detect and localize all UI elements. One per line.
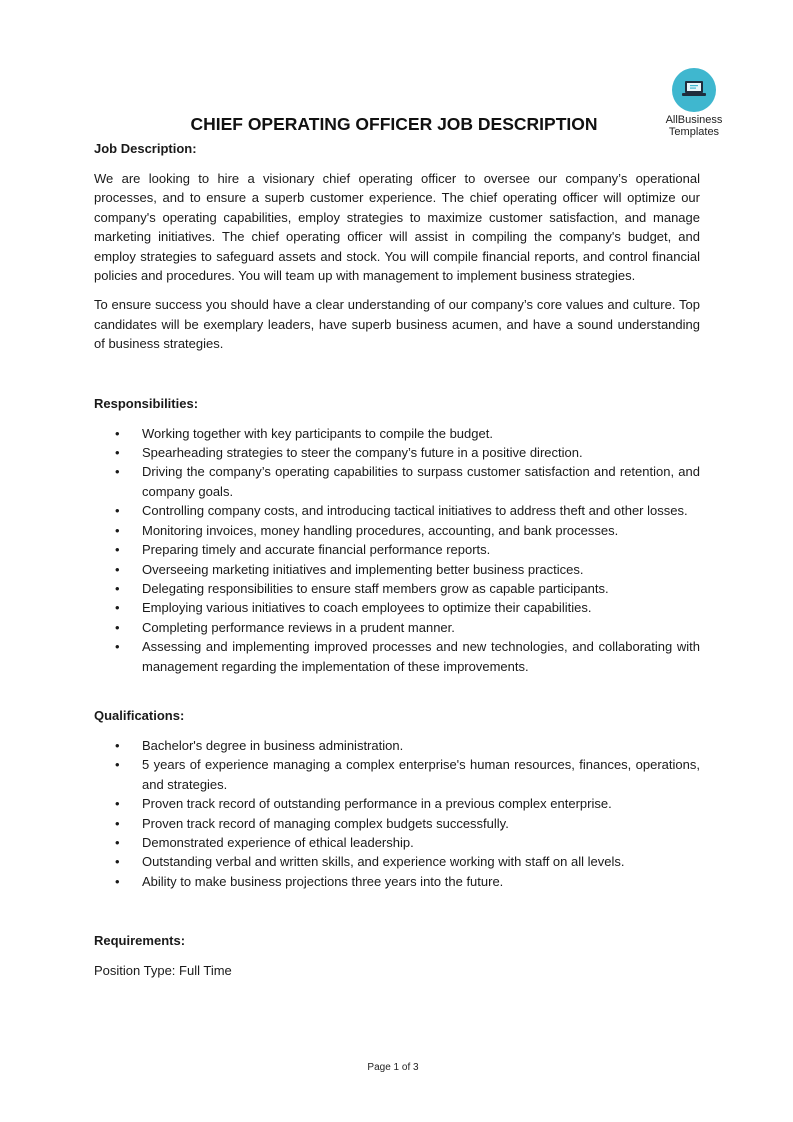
list-item bbox=[94, 736, 700, 755]
list-item-text: Preparing timely and accurate financial performance reports. bbox=[142, 542, 491, 558]
responsibilities-list bbox=[94, 424, 700, 676]
laptop-icon-graphic bbox=[672, 68, 716, 112]
document-body bbox=[94, 140, 700, 981]
list-item-text: Delegating responsibilities to ensure staff members grow as capable participants. bbox=[142, 580, 609, 596]
bullet-icon: • bbox=[115, 522, 120, 538]
list-item-text: Monitoring invoices, money handling procedures, accounting, and bank processes. bbox=[142, 522, 619, 538]
logo-line-2: Templates bbox=[668, 126, 720, 138]
list-item bbox=[94, 579, 700, 598]
list-item-text: Bachelor's degree in business administration. bbox=[142, 737, 404, 753]
list-item-text: Ability to make business projections three years into the future. bbox=[142, 873, 504, 889]
list-item-text: Proven track record of outstanding performance in a previous complex enterprise. bbox=[142, 796, 612, 812]
bullet-icon: • bbox=[115, 445, 120, 461]
list-item-text: Working together with key participants to compile the budget. bbox=[142, 425, 493, 441]
list-item-text: Assessing and implementing improved processes and new technologies, and collaborating with management regarding the implementation of these improvements. bbox=[142, 639, 700, 674]
list-item bbox=[94, 872, 700, 891]
bullet-icon: • bbox=[115, 580, 120, 596]
list-item-text: Overseeing marketing initiatives and implementing better business practices. bbox=[142, 561, 584, 577]
list-item bbox=[94, 852, 700, 871]
list-item bbox=[94, 560, 700, 579]
job-description-paragraph: We are looking to hire a visionary chief operating officer to oversee our company’s operational processes, and to ensure a superb customer experience. The chief operating officer will optimize our company's operating capabilities, employ strategies to maximize customer satisfaction, and manage marketing initiatives. The chief operating officer will assist in compiling the company's budget, and employ strategies to safeguard assets and stock. You will compile financial reports, and control financial policies and procedures. You will team up with management to implement business strategies. bbox=[94, 171, 700, 284]
document-title: CHIEF OPERATING OFFICER JOB DESCRIPTION bbox=[190, 114, 598, 134]
bullet-icon: • bbox=[115, 503, 120, 519]
list-item-text: Completing performance reviews in a prudent manner. bbox=[142, 619, 455, 635]
job-description-heading: Job Description: bbox=[94, 141, 197, 156]
bullet-icon: • bbox=[115, 619, 120, 635]
bullet-icon: • bbox=[115, 873, 120, 889]
list-item-text: 5 years of experience managing a complex enterprise's human resources, finances, operations, and strategies. bbox=[142, 757, 700, 792]
bullet-icon: • bbox=[115, 639, 120, 655]
bullet-icon: • bbox=[115, 757, 120, 773]
position-type: Position Type: Full Time bbox=[94, 963, 232, 979]
list-item bbox=[94, 501, 700, 520]
list-item bbox=[94, 462, 700, 501]
list-item-text: Outstanding verbal and written skills, and experience working with staff on all levels. bbox=[142, 854, 625, 870]
list-item-text: Spearheading strategies to steer the company’s future in a positive direction. bbox=[142, 445, 583, 461]
list-item bbox=[94, 618, 700, 637]
list-item bbox=[94, 814, 700, 833]
responsibilities-heading: Responsibilities: bbox=[94, 395, 199, 411]
list-item bbox=[94, 598, 700, 617]
list-item bbox=[94, 521, 700, 540]
list-item-text: Driving the company’s operating capabilities to surpass customer satisfaction and retention, and company goals. bbox=[142, 464, 700, 499]
list-item bbox=[94, 755, 700, 794]
bullet-icon: • bbox=[115, 542, 120, 558]
list-item bbox=[94, 794, 700, 813]
list-item bbox=[94, 540, 700, 559]
list-item bbox=[94, 443, 700, 462]
bullet-icon: • bbox=[115, 425, 120, 441]
bullet-icon: • bbox=[115, 600, 120, 616]
list-item bbox=[94, 637, 700, 676]
page-number: Page 1 of 3 bbox=[367, 1062, 419, 1073]
list-item-text: Employing various initiatives to coach employees to optimize their capabilities. bbox=[142, 600, 592, 616]
logo-line-1: AllBusiness bbox=[665, 114, 723, 126]
bullet-icon: • bbox=[115, 561, 120, 577]
bullet-icon: • bbox=[115, 834, 120, 850]
requirements-heading: Requirements: bbox=[94, 933, 186, 949]
list-item bbox=[94, 833, 700, 852]
bullet-icon: • bbox=[115, 796, 120, 812]
list-item bbox=[94, 424, 700, 443]
qualifications-list bbox=[94, 736, 700, 891]
list-item-text: Demonstrated experience of ethical leadership. bbox=[142, 834, 414, 850]
job-description-paragraph: To ensure success you should have a clear understanding of our company’s core values and culture. Top candidates will be exemplary leaders, have superb business acumen, and have a sound understanding of business strategies. bbox=[94, 297, 700, 352]
bullet-icon: • bbox=[115, 737, 120, 753]
qualifications-heading: Qualifications: bbox=[94, 707, 185, 723]
laptop-icon bbox=[672, 68, 716, 112]
bullet-icon: • bbox=[115, 815, 120, 831]
list-item-text: Controlling company costs, and introducing tactical initiatives to address theft and other losses. bbox=[142, 503, 688, 519]
bullet-icon: • bbox=[115, 854, 120, 870]
bullet-icon: • bbox=[115, 464, 120, 480]
list-item-text: Proven track record of managing complex budgets successfully. bbox=[142, 815, 509, 831]
